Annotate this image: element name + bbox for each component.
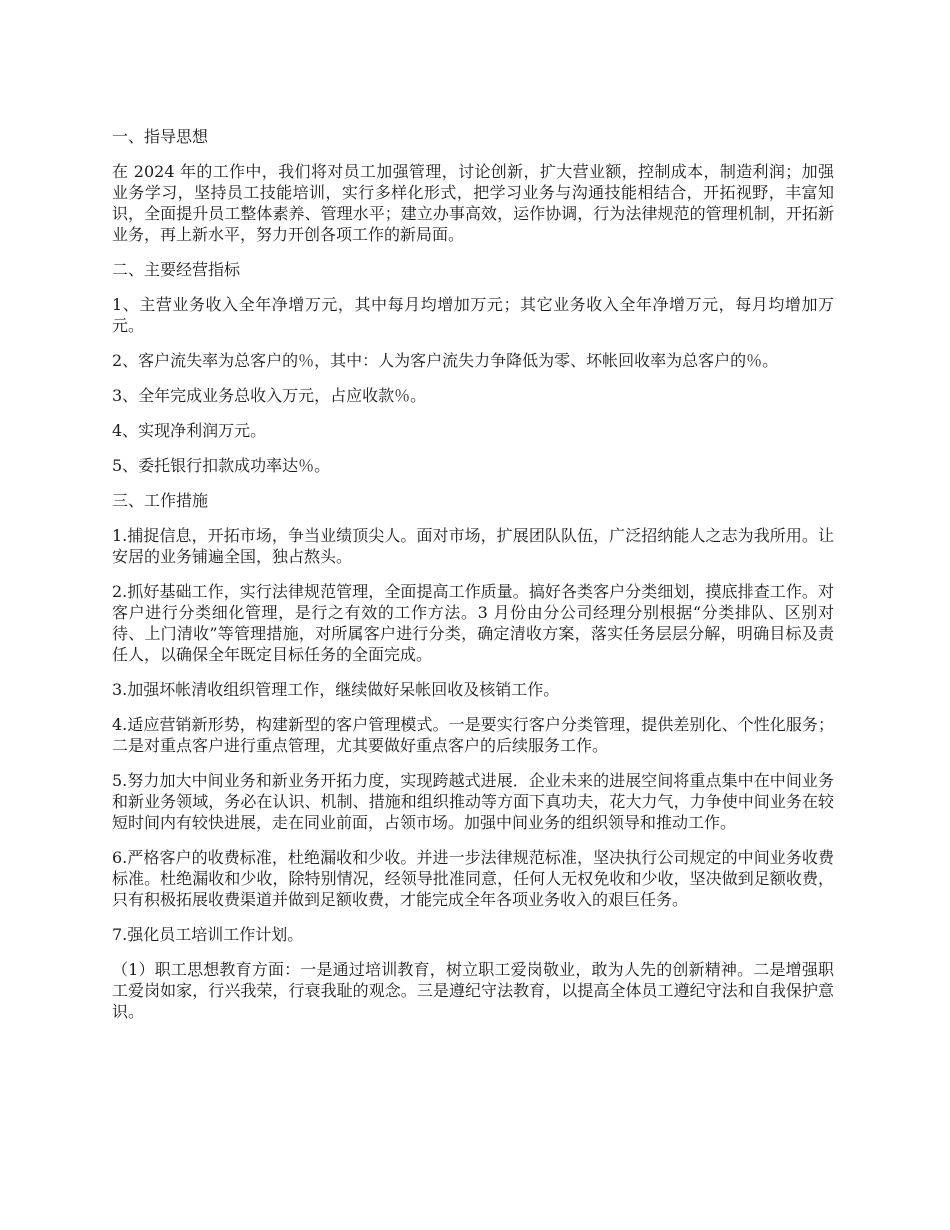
paragraph: （1）职工思想教育方面：一是通过培训教育，树立职工爱岗敬业，敢为人先的创新精神。二是增强职工爱岗如家，行兴我荣，行衰我耻的观念。三是遵纪守法教育，以提高全体员工遵纪守法和自我保护意识。 [112, 960, 834, 1021]
paragraph: 5、委托银行扣款成功率达％。 [112, 456, 331, 475]
section-heading: 一、指导思想 [112, 127, 209, 146]
paragraph: 6.严格客户的收费标准，杜绝漏收和少收。并进一步法律规范标准，坚决执行公司规定的中间业务收费标准。杜绝漏收和少收，除特别情况，经领导批准同意，任何人无权免收和少收，坚决做到足额收费，只有积极拓展收费渠道并做到足额收费，才能完成全年各项业务收入的艰巨任务。 [112, 848, 834, 909]
paragraph: 2.抓好基础工作，实行法律规范管理，全面提高工作质量。搞好各类客户分类细划，摸底排查工作。对客户进行分类细化管理，是行之有效的工作方法。3 月份由分公司经理分别根据“分类排队、区别对待、上门清收”等管理措施，对所属客户进行分类，确定清收方案，落实任务层层分解，明确目标及责任人，以确保全年既定目标任务的全面完成。 [112, 582, 834, 664]
paragraph: 7.强化员工培训工作计划。 [112, 925, 304, 944]
paragraph: 1、主营业务收入全年净增万元，其中每月均增加万元；其它业务收入全年净增万元，每月均增加万元。 [112, 295, 834, 335]
paragraph: 5.努力加大中间业务和新业务开拓力度，实现跨越式进展．企业未来的进展空间将重点集中在中间业务和新业务领域，务必在认识、机制、措施和组织推动等方面下真功夫，花大力气，力争使中间业务在较短时间内有较快进展，走在同业前面，占领市场。加强中间业务的组织领导和推动工作。 [112, 771, 834, 832]
paragraph: 1.捕捉信息，开拓市场，争当业绩顶尖人。面对市场，扩展团队队伍，广泛招纳能人之志为我所用。让安居的业务铺遍全国，独占熬头。 [112, 526, 834, 566]
paragraph: 3.加强坏帐清收组织管理工作，继续做好呆帐回收及核销工作。 [112, 680, 560, 699]
paragraph: 3、全年完成业务总收入万元，占应收款％。 [112, 386, 427, 405]
paragraph: 2、客户流失率为总客户的％，其中：人为客户流失力争降低为零、坏帐回收率为总客户的％。 [112, 351, 779, 370]
document-page [112, 126, 834, 1036]
section-heading: 三、工作措施 [112, 491, 209, 510]
section-heading: 二、主要经营指标 [112, 260, 241, 279]
paragraph: 4、实现净利润万元。 [112, 421, 267, 440]
paragraph: 4.适应营销新形势，构建新型的客户管理模式。一是要实行客户分类管理，提供差别化、个性化服务；二是对重点客户进行重点管理，尤其要做好重点客户的后续服务工作。 [112, 715, 834, 755]
paragraph: 在 2024 年的工作中，我们将对员工加强管理，讨论创新，扩大营业额，控制成本，制造利润；加强业务学习，坚持员工技能培训，实行多样化形式，把学习业务与沟通技能相结合，开拓视野，丰富知识，全面提升员工整体素养、管理水平；建立办事高效，运作协调，行为法律规范的管理机制，开拓新业务，再上新水平，努力开创各项工作的新局面。 [112, 162, 834, 244]
